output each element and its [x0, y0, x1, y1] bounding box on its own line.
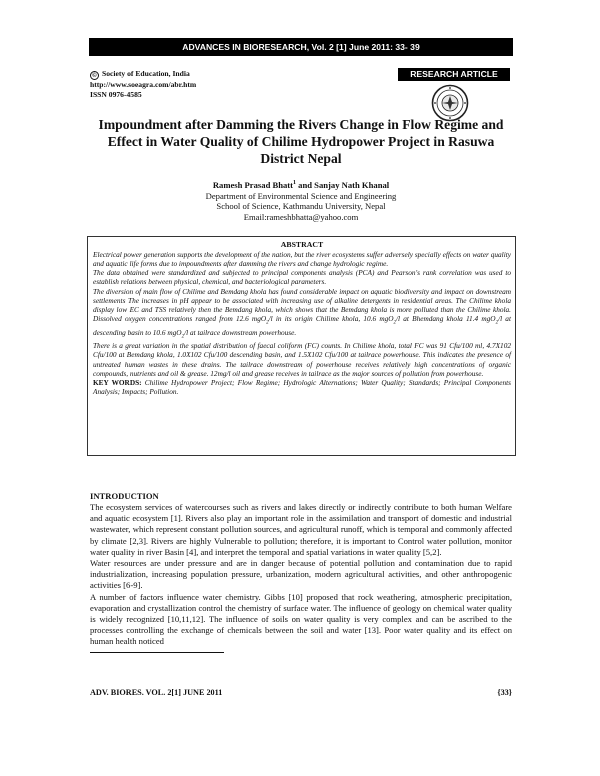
publisher-society-row [90, 69, 196, 80]
article-title: Impoundment after Damming the Rivers Change in Flow Regime and Effect in Water Quality of Chilime Hydropower Project in Rasuwa District Nepal [98, 117, 504, 166]
keywords-text: Chilime Hydropower Project; Flow Regime; Hydrologic Alternations; Water Quality; Standards; Principal Components Analysis; Impacts; Pollution. [93, 377, 512, 397]
research-article-badge: RESEARCH ARTICLE [398, 68, 510, 81]
publisher-issn: ISSN 0976-4585 [90, 90, 142, 100]
publisher-url[interactable]: http://www.soeagra.com/abr.htm [90, 80, 197, 89]
footnote-divider [90, 652, 224, 653]
author-school: School of Science, Kathmandu University, Nepal [216, 201, 386, 212]
author-email[interactable]: Email:rameshbhatta@yahoo.com [243, 212, 359, 223]
publisher-society: Society of Education, India [102, 69, 190, 78]
introduction-body [90, 502, 512, 648]
abstract-heading: ABSTRACT [280, 240, 324, 249]
intro-paragraph-3: A number of factors influence water chemistry. Gibbs [10] proposed that rock weathering, atmospheric precipitation, evaporation and crystallization control the chemistry of surface water. The influence of geology on chemical water quality is widely recognized [10,11,12]. The influence of soils on water quality is very complex and can be ascribed to the processes controlling the exchange of chemicals between the soil and water [13]. Poor water quality and its effect on human health noticed [90, 591, 512, 647]
intro-paragraph-2: Water resources are under pressure and are in danger because of potential pollution and contamination due to rapid industrialization, increasing population pressure, urbanization, modern agricultural activities, and other anthropogenic activities [6-9]. [90, 558, 512, 591]
abstract-paragraph-1: Electrical power generation supports the development of the nation, but the river ecosystems suffer adversely specially effects on water quality and aquatic life forms due to impoundments after damming the rivers and change hydrologic regime. [93, 250, 511, 269]
publisher-block [90, 69, 196, 100]
author-department: Department of Environmental Science and Engineering [205, 190, 397, 201]
abstract-paragraph-3: The diversion of main flow of Chilime and Bemdang khola has found considerable impact on aquatic biodiversity and impact on downstream settlements The increases in pH appear to be associated with increasing use of alkaline detergents in residential areas. The Chilime khola display low EC and TSS relatively then the Bemdang khola, which shows that the Bemdang khola is more polluted than the Chilime khola. Dissolved oxygen concentrations ranged from 12.6 mgO$_2$/l in its origin Chilime khola, 10.6 mgO$_2$/l at Bhemdang khola 11.4 mgO$_2$/l at descending basin to 10.6 mgO$_2$/l at tailrace downstream powerhouse. [93, 286, 511, 340]
abstract-keywords [93, 378, 511, 396]
journal-header-bar: ADVANCES IN BIORESEARCH, Vol. 2 [1] June 2011: 33- 39 [89, 38, 513, 56]
footer-journal-citation: ADV. BIORES. VOL. 2[1] JUNE 2011 [90, 688, 223, 697]
keywords-label: KEY WORDS: [93, 377, 142, 387]
introduction-heading: INTRODUCTION [90, 491, 159, 501]
abstract-box [87, 236, 516, 456]
abstract-paragraph-4: There is a great variation in the spatial distribution of faecal coliform (FC) counts. In Chilime khola, total FC was 91 Cfu/100 ml, 4.7X102 Cfu/100 at Bemdang khola, 1.0X102 Cfu/100 descending basin, and 1.5X102 Cfu/100 at tailrace powerhouse. This indicates the presence of untreated human wastes in these drains. The tailrace downstream of powerhouse receives relatively high concentrations of organic compounds, nutrients and oil & grease. 12mg/l oil and grease receives in tailrace as the major sources of pollution from powerhouse. [93, 341, 511, 378]
abstract-paragraph-2: The data obtained were standardized and subjected to principal components analysis (PCA) and Pearson's rank correlation was used to establish relations between physical, chemical, and bacteriological parameters. [93, 268, 511, 287]
author-names: Ramesh Prasad Bhatt$^1$ and Sanjay Nath Khanal [212, 179, 390, 190]
footer-page-number: {33} [497, 688, 512, 697]
intro-paragraph-1: The ecosystem services of watercourses such as rivers and lakes directly or indirectly contribute to both human Welfare and aquatic ecosystem [1]. Rivers also play an important role in the assimilation and transport of domestic and industrial wastewater, which represent constant pollution sources, and agricultural runoff, which is temporal and commonly affected by climate [2,3]. Rivers are highly Vulnerable to pollution; therefore, it is important to Control water pollution, monitor water quality in river Basin [4], and interpret the temporal and spatial variations in water quality [5,2]. [90, 502, 512, 557]
copyright-icon: © [90, 71, 99, 80]
author-block [120, 178, 482, 223]
